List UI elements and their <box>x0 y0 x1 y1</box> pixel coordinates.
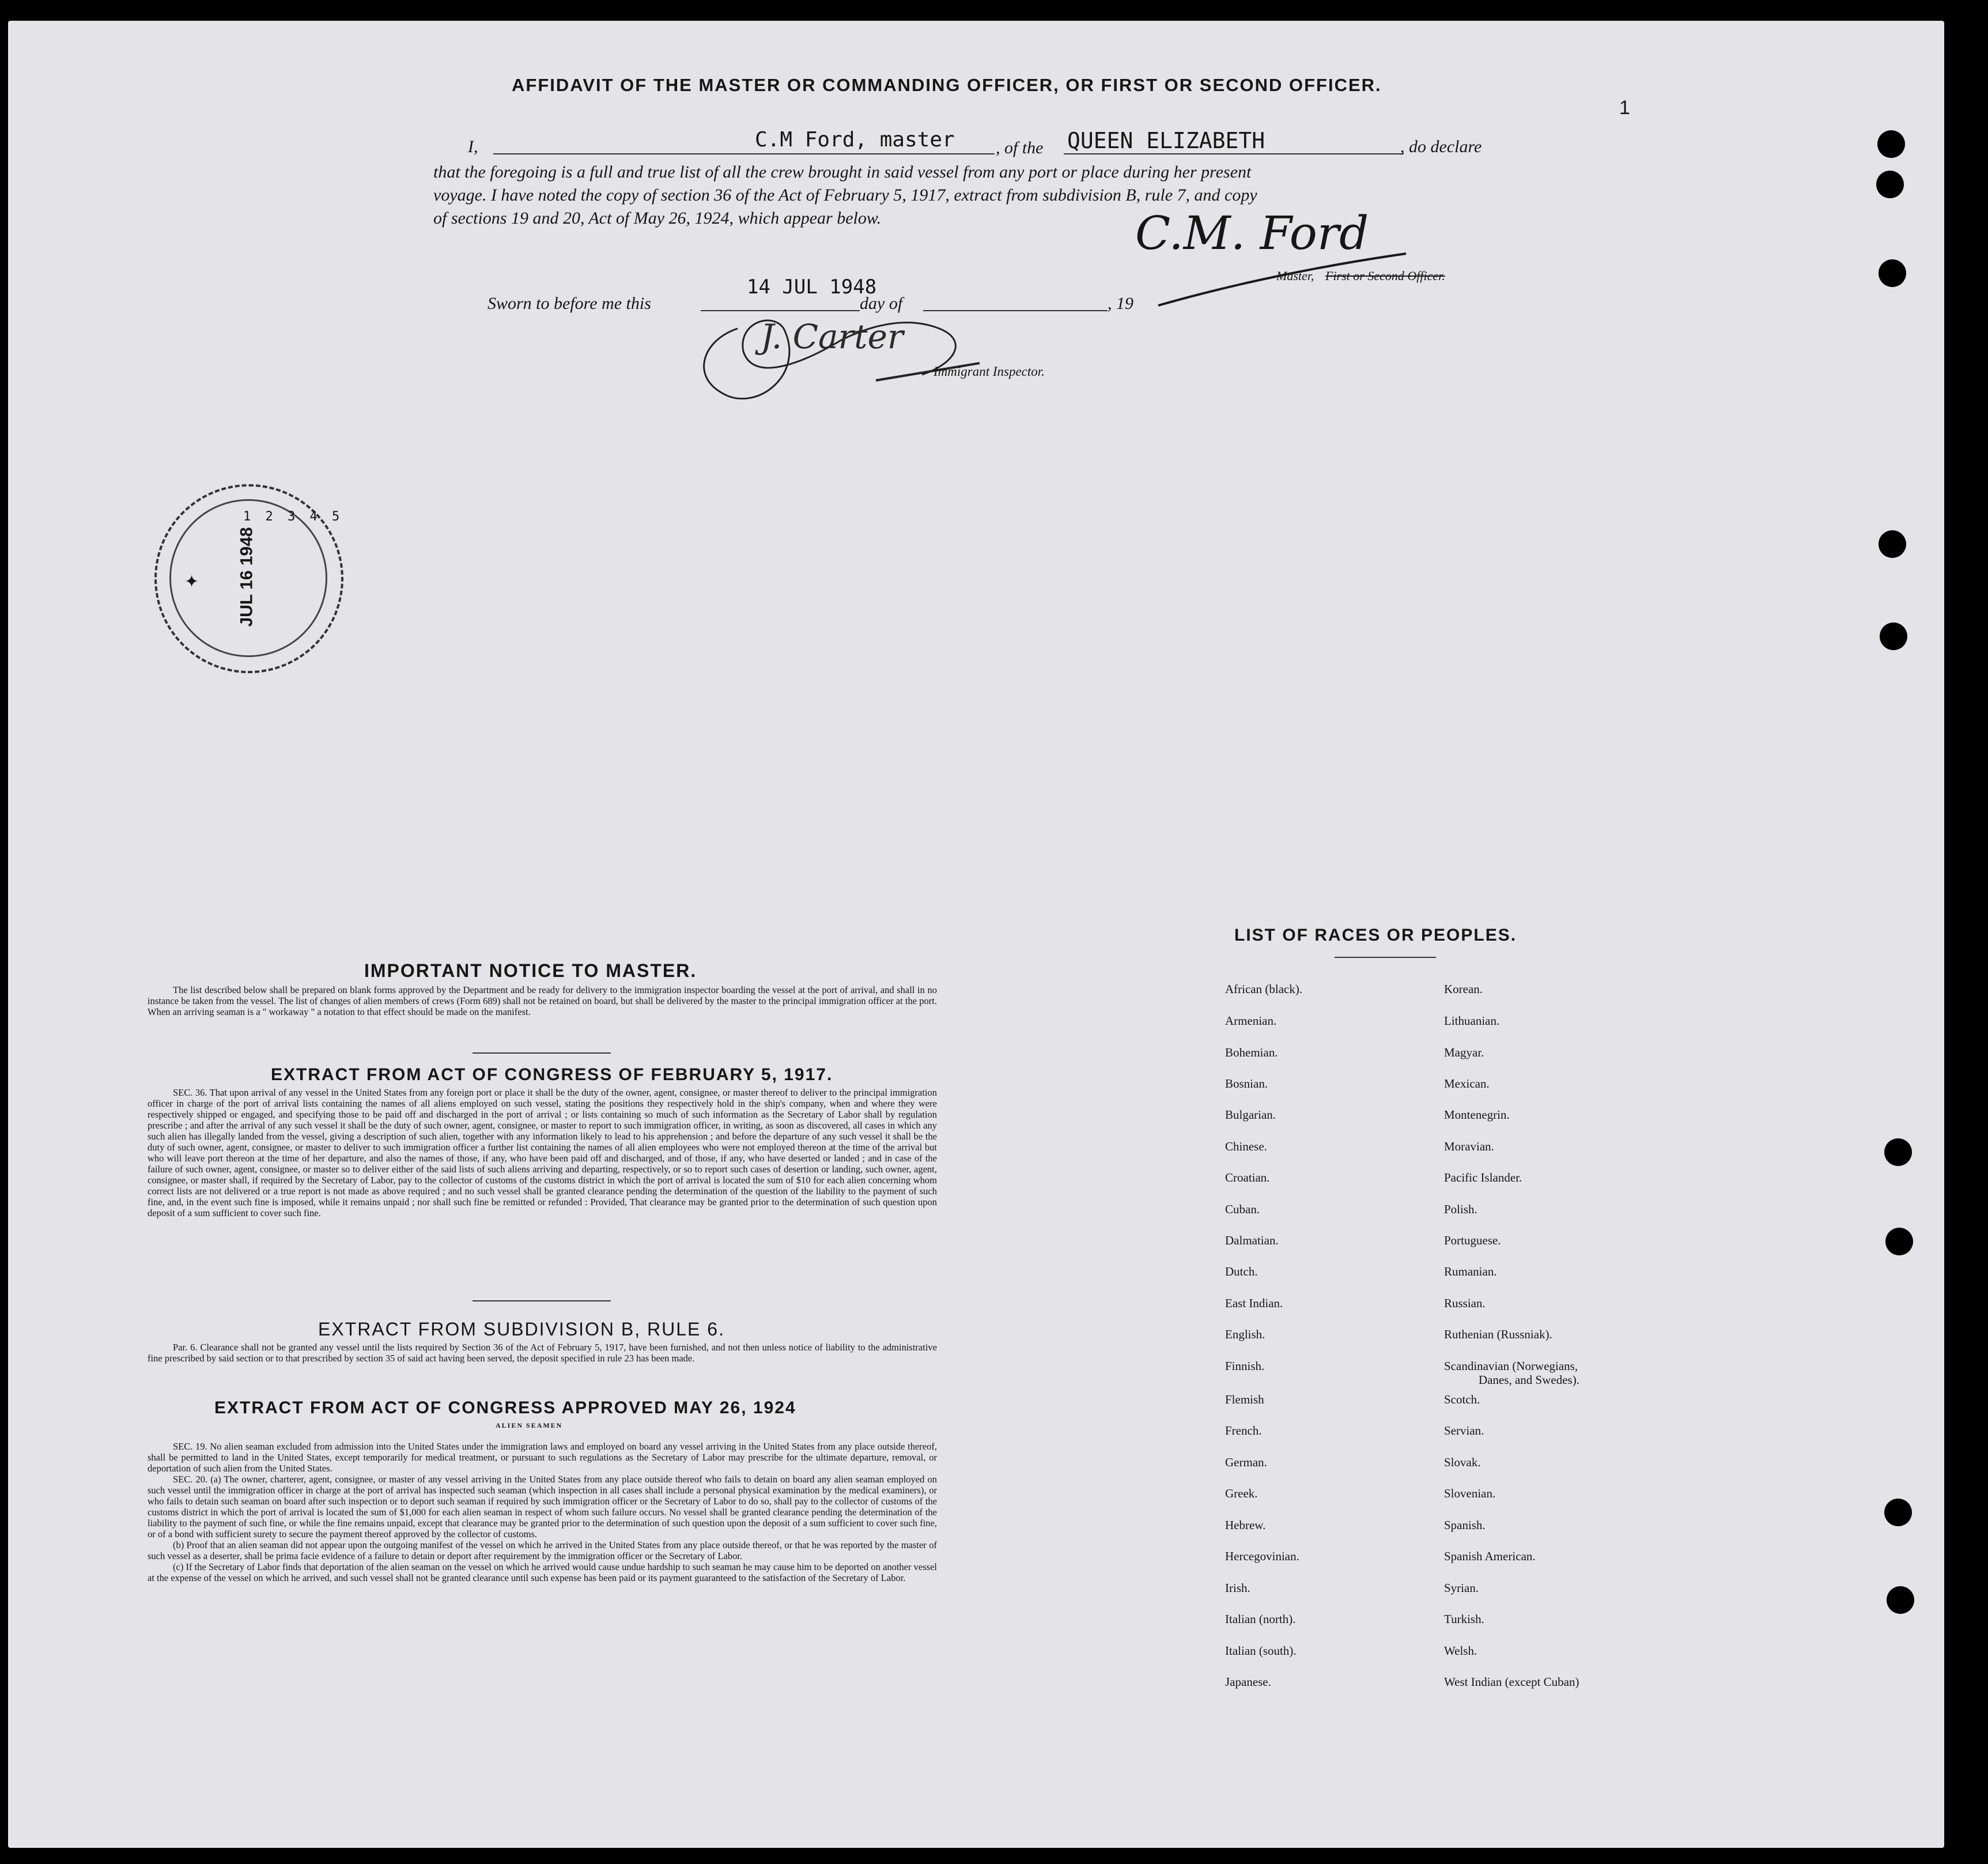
alien-seamen-subtitle: ALIEN SEAMEN <box>496 1421 563 1429</box>
race-item: Korean. <box>1444 982 1483 996</box>
affidavit-line-2: that the foregoing is a full and true list of all the crew brought in said vessel from any port or place during her present <box>433 163 1252 182</box>
race-item: Dutch. <box>1225 1265 1258 1278</box>
race-item: Italian (south). <box>1225 1644 1297 1658</box>
race-item: African (black). <box>1225 982 1303 996</box>
race-item: Japanese. <box>1225 1675 1271 1689</box>
race-item: Spanish American. <box>1444 1549 1536 1563</box>
vessel-name-typed: QUEEN ELIZABETH <box>1067 128 1265 153</box>
race-item: Ruthenian (Russniak). <box>1444 1327 1552 1341</box>
race-item: Scotch. <box>1444 1393 1480 1406</box>
rule-6-body: Par. 6. Clearance shall not be granted any vessel until the lists required by Section 36 of the Act of February 5, 1917, have been furnished, and not then unless notice of liability to the administrative fine prescribed by said section or to that prescribed by section 35 of said act having been served, the deposit specified in rule 23 has been made. <box>148 1342 937 1364</box>
race-item: Pacific Islander. <box>1444 1171 1522 1184</box>
race-item: West Indian (except Cuban) <box>1444 1675 1579 1689</box>
sec-20b-body: (b) Proof that an alien seaman did not appear upon the outgoing manifest of the vessel on which he arrived in the United States from any place outside thereof, or that he was reported by the master of such vessel as a deserter, shall be prima facie evidence of a failure to detain or deport after requirement by the immigration officer or the Secretary of Labor. <box>148 1540 937 1561</box>
race-item: Bohemian. <box>1225 1046 1278 1059</box>
race-item: Polish. <box>1444 1202 1477 1216</box>
race-item: Chinese. <box>1225 1139 1267 1153</box>
race-item: Welsh. <box>1444 1644 1477 1658</box>
race-item: Bulgarian. <box>1225 1108 1276 1122</box>
inspector-label: Immigrant Inspector. <box>933 364 1045 379</box>
race-item: Lithuanian. <box>1444 1014 1500 1028</box>
race-item: Scandinavian (Norwegians, <box>1444 1359 1578 1373</box>
race-item: English. <box>1225 1327 1265 1341</box>
star-icon: ✦ <box>184 572 199 591</box>
race-item: Slovenian. <box>1444 1486 1496 1500</box>
sec-20a-body: SEC. 20. (a) The owner, charterer, agent, consignee, or master of any vessel arriving in the United States from any place outside thereof who fails to detain on board any alien seaman employed on such vessel until the immigration officer in charge at the port of arrival has inspected such seaman (which inspection in all cases shall include a personal physical examination by the medical examiners), or who fails to detain such seaman on board after such inspection or to deport such seaman if required by such immigration officer or the Secretary of Labor to do so, shall pay to the collector of customs of the customs district in which the port of arrival is located the sum of $1,000 for each alien seaman in respect of whom such failure occurs. No vessel shall be granted clearance pending the determination of the liability to the payment of such fine, or while the fine remains unpaid, except that clearance may be granted prior to the determination of such question upon the deposit of a sum sufficient to cover such fine, or of a bond with sufficient surety to secure the payment thereof approved by the collector of customs. <box>148 1474 937 1540</box>
race-item: Dalmatian. <box>1225 1233 1279 1247</box>
stamp-digits: 1 2 3 4 5 <box>243 510 343 524</box>
master-signature: C.M. Ford <box>1135 206 1369 260</box>
year-prefix: , 19 <box>1108 294 1133 313</box>
master-name-handwritten: C.M Ford, master <box>755 128 955 152</box>
race-item: Rumanian. <box>1444 1265 1497 1278</box>
sworn-date-stamp: 14 JUL 1948 <box>747 276 877 299</box>
affidavit-title: AFFIDAVIT OF THE MASTER OR COMMANDING OFFICER, OR FIRST OR SECOND OFFICER. <box>512 75 1382 95</box>
race-item: East Indian. <box>1225 1296 1283 1310</box>
margin-mark: 1 <box>1619 97 1630 119</box>
race-item: Cuban. <box>1225 1202 1260 1216</box>
race-item: Magyar. <box>1444 1046 1484 1059</box>
race-item: Mexican. <box>1444 1077 1490 1091</box>
race-item: Syrian. <box>1444 1581 1479 1595</box>
race-item: Servian. <box>1444 1424 1484 1437</box>
notice-title: IMPORTANT NOTICE TO MASTER. <box>364 960 697 981</box>
race-item: Irish. <box>1225 1581 1250 1595</box>
sworn-label: Sworn to before me this <box>487 294 651 313</box>
race-item: Moravian. <box>1444 1139 1494 1153</box>
extract-1924-title: EXTRACT FROM ACT OF CONGRESS APPROVED MAY 26, 1924 <box>214 1398 796 1417</box>
race-item: Hercegovinian. <box>1225 1549 1299 1563</box>
extract-1917-body: SEC. 36. That upon arrival of any vessel in the United States from any foreign port or place it shall be the duty of the owner, agent, consignee, or master thereof to deliver to the principal immigration officer in charge of the port of arrival lists containing the names of all aliens employed on such vessel, stating the positions they respectively hold in the ship's company, when and where they were respectively shipped or engaged, and specifying those to be paid off and discharged in the port of arrival ; or lists containing so much of such information as the Secretary of Labor shall by regulation prescribe ; and after the arrival of any such vessel it shall be the duty of such owner, agent, consignee, or master to report to such immigration officer, in writing, as soon as discovered, all cases in which any such alien has illegally landed from the vessel, giving a description of such alien, together with any information likely to lead to his apprehension ; and before the departure of any such vessel it shall be the duty of such owner, agent, consignee, or master to deliver to such immigration officer a further list containing the names of all alien employees who were not employed thereon at the time of the arrival but who will leave port thereon at the time of her departure, and also the names of those, if any, who have been paid off and discharged, and of those, if any, who have deserted or landed ; and in case of the failure of such owner, agent, consignee, or master so to deliver either of the said lists of such aliens arriving and departing, respectively, or so to report such cases of desertion or landing, such owner, agent, consignee, or master shall, if required by the Secretary of Labor, pay to the collector of customs of the customs district in which the port of arrival is located the sum of $10 for each alien concerning whom correct lists are not delivered or a true report is not made as above required ; and no such vessel shall be granted clearance pending the determination of the question of the liability to the payment of such fine, and, in the event such fine is imposed, while it remains unpaid ; nor shall such fine be remitted or refunded : Provided, That clearance may be granted prior to the determination of such question upon deposit of a sum sufficient to cover such fine. <box>148 1087 937 1218</box>
notice-body: The list described below shall be prepared on blank forms approved by the Department and be ready for delivery to the immigration inspector boarding the vessel at the port of arrival, and shall in no instance be taken from the vessel. The list of changes of alien members of crews (Form 689) shall not be retained on board, but shall be delivered by the master to the principal immigration officer at the port. When an arriving seaman is a " workaway " a notation to that effect should be made on the manifest. <box>148 984 937 1017</box>
affidavit-line-3: voyage. I have noted the copy of section 36 of the Act of February 5, 1917, extract from subdivision B, rule 7, and copy <box>433 186 1257 205</box>
master-label: Master, <box>1276 269 1314 283</box>
race-item: Bosnian. <box>1225 1077 1268 1091</box>
rule-6-title: EXTRACT FROM SUBDIVISION B, RULE 6. <box>318 1319 725 1339</box>
race-item: Finnish. <box>1225 1359 1265 1373</box>
race-item: Turkish. <box>1444 1612 1484 1626</box>
affidavit-line-4: of sections 19 and 20, Act of May 26, 1924, which appear below. <box>433 209 882 228</box>
inspector-signature: J. Carter <box>761 317 904 356</box>
do-declare-label: , do declare <box>1400 137 1482 156</box>
race-item: Armenian. <box>1225 1014 1277 1028</box>
race-item: Spanish. <box>1444 1518 1486 1532</box>
extract-1917-title: EXTRACT FROM ACT OF CONGRESS OF FEBRUARY 5, 1917. <box>271 1065 833 1084</box>
race-item: Montenegrin. <box>1444 1108 1510 1122</box>
race-item: Flemish <box>1225 1393 1264 1406</box>
race-item: Greek. <box>1225 1486 1258 1500</box>
day-of-label: day of <box>860 294 903 313</box>
i-label: I, <box>468 137 478 156</box>
stamp-date: JUL 16 1948 <box>237 527 256 627</box>
struck-officer-label: First or Second Officer. <box>1325 269 1445 283</box>
race-item: Hebrew. <box>1225 1518 1266 1532</box>
race-item: Italian (north). <box>1225 1612 1296 1626</box>
races-title: LIST OF RACES OR PEOPLES. <box>1234 926 1517 945</box>
race-item: Slovak. <box>1444 1455 1481 1469</box>
of-the-label: , of the <box>996 138 1044 157</box>
race-item: Portuguese. <box>1444 1233 1501 1247</box>
sec-20c-body: (c) If the Secretary of Labor finds that deportation of the alien seaman on the vessel on which he arrived would cause undue hardship to such seaman he may cause him to be deported on another vessel at the expense of the vessel on which he arrived, and such vessel shall not be granted clearance until such expense has been paid or its payment guaranteed to the satisfaction of the Secretary of Labor. <box>148 1561 937 1583</box>
race-item: French. <box>1225 1424 1262 1437</box>
race-item: German. <box>1225 1455 1267 1469</box>
race-item: Croatian. <box>1225 1171 1270 1184</box>
race-item-continued: Danes, and Swedes). <box>1479 1373 1579 1387</box>
sec-19-body: SEC. 19. No alien seaman excluded from admission into the United States under the immigration laws and employed on board any vessel arriving in the United States from any place outside thereof, shall be permitted to land in the United States, except temporarily for medical treatment, or pursuant to such regulations as the Secretary of Labor may prescribe for the ultimate departure, removal, or deportation of such alien from the United States. <box>148 1441 937 1474</box>
race-item: Russian. <box>1444 1296 1486 1310</box>
